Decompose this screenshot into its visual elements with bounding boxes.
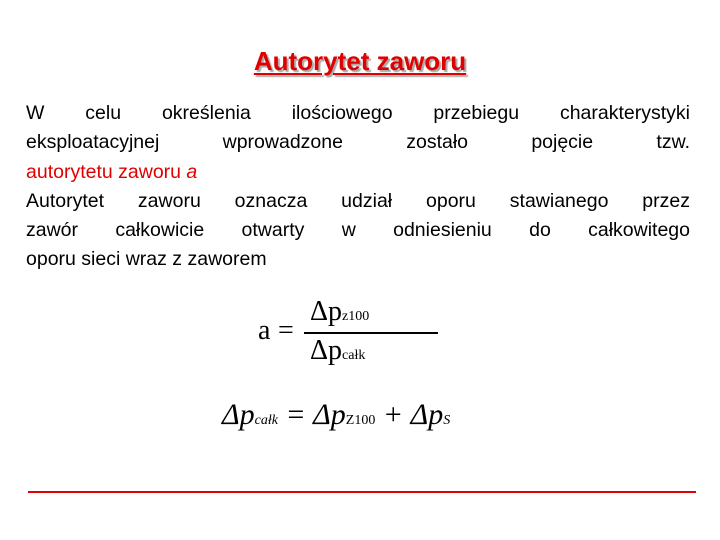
formula1-numerator: Δpz100 xyxy=(310,296,370,327)
formula2-plus-term3: + Δp xyxy=(375,398,444,431)
formula2-term2-sub: Z100 xyxy=(345,413,376,428)
bottom-divider xyxy=(28,491,696,493)
paragraph2-line3: oporu sieci wraz z zaworem xyxy=(26,248,267,271)
formula1-lhs: a xyxy=(258,315,271,346)
formula1-fraction xyxy=(304,296,440,372)
paragraph1-line1: W celu określenia ilościowego przebiegu charakterystyki xyxy=(26,102,690,124)
paragraph2-line2: zawór całkowicie otwarty w odniesieniu do całkowitego xyxy=(26,219,690,242)
fraction-bar xyxy=(304,332,438,334)
formula1-equals: = xyxy=(278,315,294,346)
formula2-term1-sub: całk xyxy=(254,413,278,428)
paragraph1-line2: eksploatacyjnej wprowadzone zostało pojęcie tzw. xyxy=(26,131,690,154)
formula2-equals-term2: = Δp xyxy=(277,398,346,431)
formula2-term1: Δp xyxy=(222,398,255,431)
highlight-variable: a xyxy=(186,160,198,183)
highlight-term: autorytetu zaworu xyxy=(26,160,187,183)
paragraph-definition-intro xyxy=(26,99,690,187)
formula1-denominator: Δpcałk xyxy=(310,335,366,366)
body-text xyxy=(26,99,690,275)
pressure-drop-formula xyxy=(222,398,450,432)
formula2-term3-sub: S xyxy=(443,413,451,428)
page-title: Autorytet zaworu xyxy=(253,46,467,76)
paragraph1-line3 xyxy=(26,158,690,187)
paragraph-definition xyxy=(26,187,690,275)
paragraph2-line1: Autorytet zaworu oznacza udział oporu stawianego przez xyxy=(26,189,690,212)
